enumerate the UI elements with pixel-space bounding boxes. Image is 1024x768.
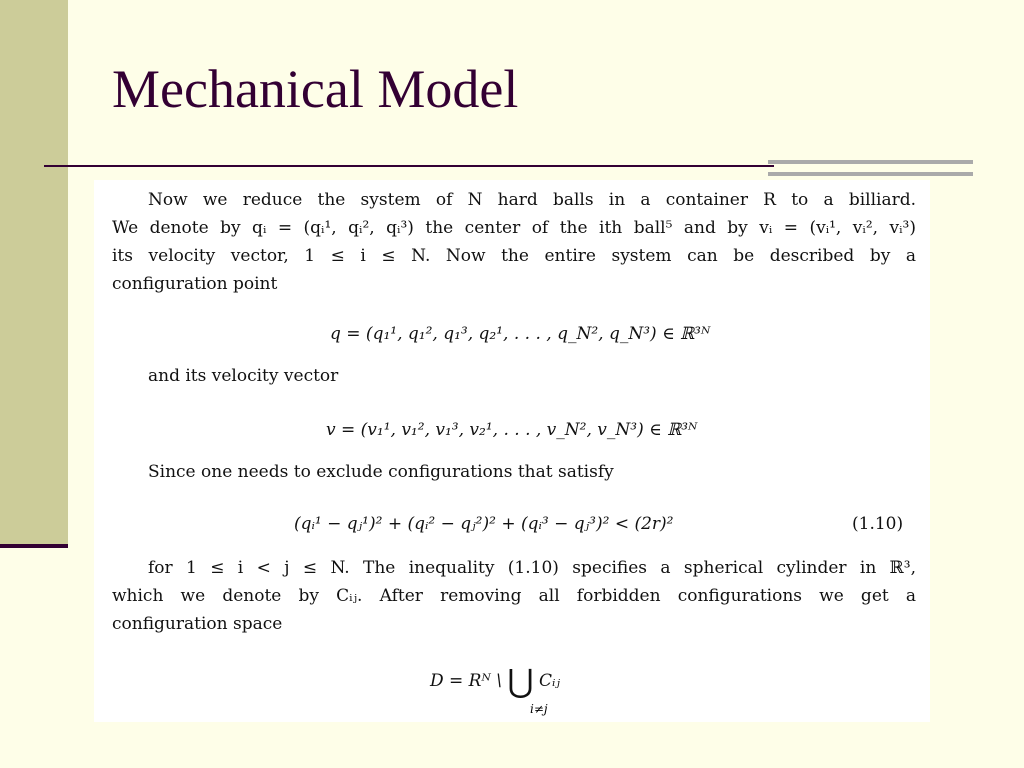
text-line: which we denote by Cᵢⱼ. After removing all forbidden configurations we get a — [112, 586, 916, 606]
paragraph-exclude: Since one needs to exclude configurations that satisfy — [148, 462, 614, 482]
text-line: configuration space — [112, 614, 283, 634]
text-excerpt — [94, 180, 930, 722]
accent-bar-bottom — [768, 172, 973, 176]
title-divider — [44, 165, 774, 167]
sidebar-rule — [0, 544, 68, 548]
equation-configuration-space — [430, 662, 560, 700]
paragraph-velocity: and its velocity vector — [148, 366, 339, 386]
equation-inequality: (qᵢ¹ − qⱼ¹)² + (qᵢ² − qⱼ²)² + (qᵢ³ − qⱼ³)² < (2r)² — [294, 514, 674, 534]
equation-configuration-point: q = (q₁¹, q₁², q₁³, q₂¹, . . . , q_N², q_N³) ∈ ℝ³ᴺ — [330, 324, 711, 344]
paragraph-cylinder — [112, 554, 916, 638]
text-line: We denote by qᵢ = (qᵢ¹, qᵢ², qᵢ³) the center of the ith ball⁵ and by vᵢ = (vᵢ¹, vᵢ², vᵢ³) — [112, 218, 916, 238]
text-line: its velocity vector, 1 ≤ i ≤ N. Now the entire system can be described by a — [112, 246, 916, 266]
union-symbol: ⋃ — [507, 662, 534, 700]
sidebar-band — [0, 0, 68, 548]
paragraph-intro — [112, 186, 916, 298]
equation-lhs: D = Rᴺ \ — [430, 671, 508, 691]
text-line: configuration point — [112, 274, 278, 294]
text-line: Now we reduce the system of N hard balls in a container R to a billiard. — [148, 190, 916, 210]
slide-title: Mechanical Model — [112, 59, 519, 119]
text-line: for 1 ≤ i < j ≤ N. The inequality (1.10) specifies a spherical cylinder in ℝ³, — [148, 558, 916, 578]
equation-velocity-vector: v = (v₁¹, v₁², v₁³, v₂¹, . . . , v_N², v_N³) ∈ ℝ³ᴺ — [326, 420, 698, 440]
equation-rhs: Cᵢⱼ — [533, 671, 560, 691]
union-subscript: i≠j — [530, 702, 548, 716]
equation-number: (1.10) — [852, 514, 904, 534]
accent-bar-top — [768, 160, 973, 164]
